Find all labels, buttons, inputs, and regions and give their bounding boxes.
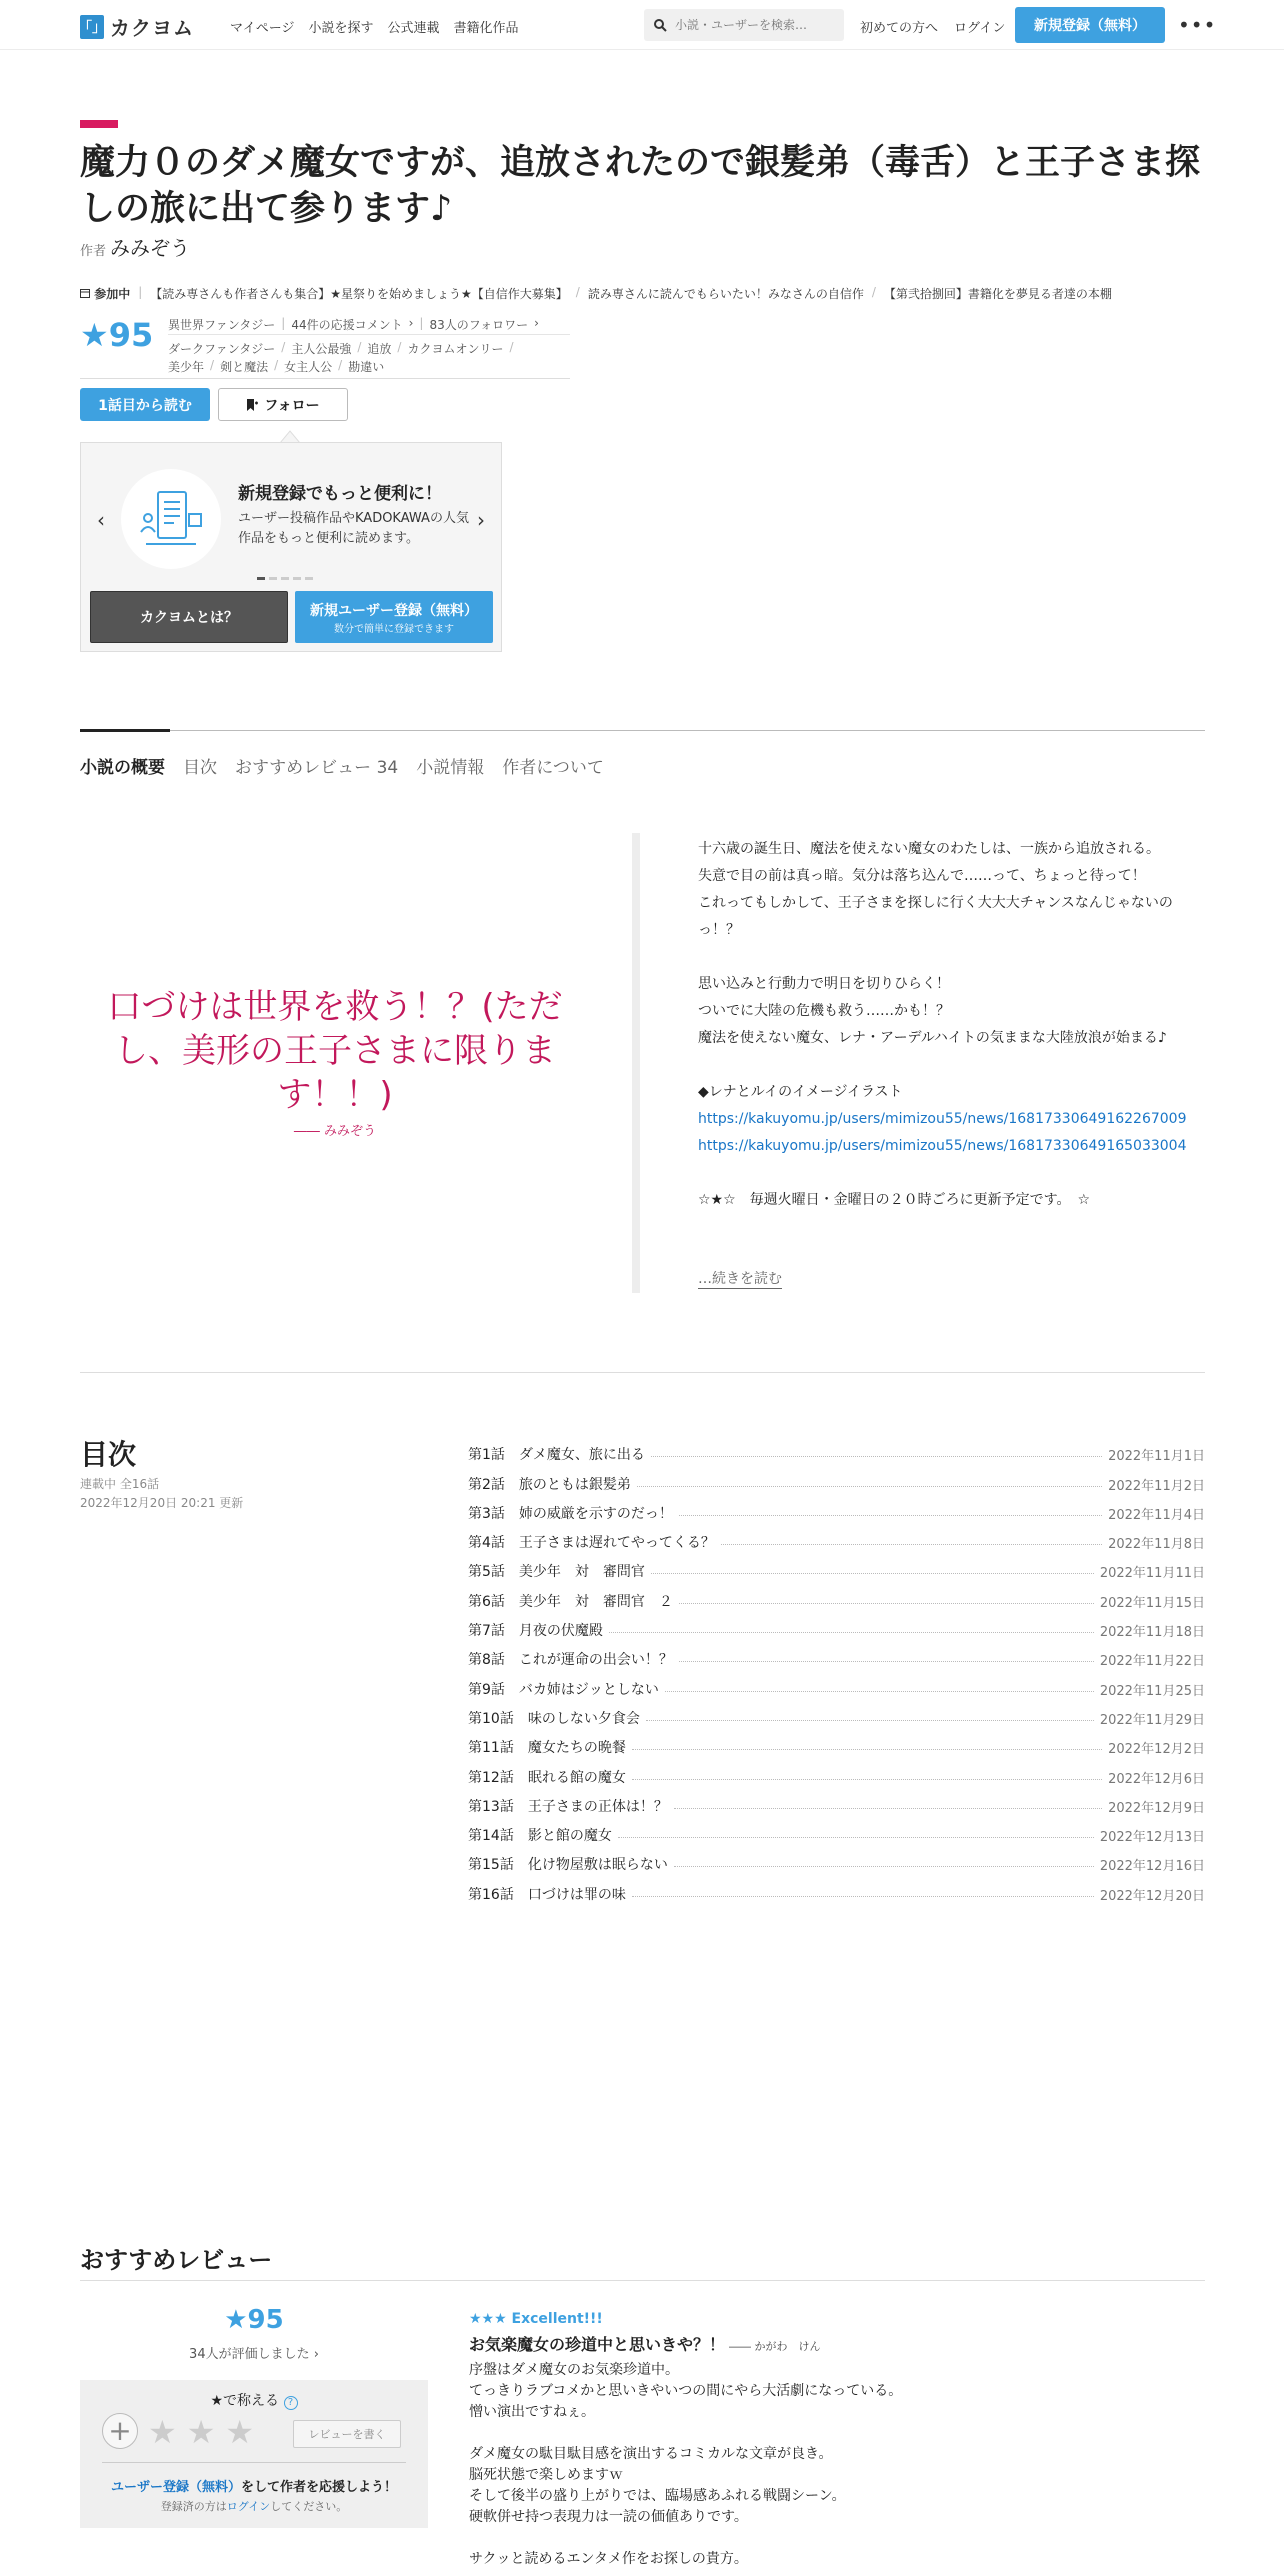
work-score[interactable]: ★95 — [80, 316, 154, 354]
tag-link[interactable]: ダークファンタジー — [168, 342, 276, 356]
tab-divider — [80, 730, 1205, 731]
about-kakuyomu-button[interactable]: カクヨムとは？ — [90, 591, 288, 643]
toc-heading: 目次 — [80, 1438, 137, 1471]
episode-row[interactable]: 第13話 王子さまの正体は！？ 2022年12月9日 — [468, 1798, 1205, 1816]
episode-row[interactable]: 第15話 化け物屋敷は眠らない 2022年12月16日 — [468, 1857, 1205, 1875]
search-icon — [654, 19, 667, 32]
next-arrow-icon[interactable]: › — [477, 508, 485, 532]
main-nav — [230, 17, 519, 36]
tag-link[interactable]: 剣と魔法 — [220, 360, 269, 374]
catchphrase-author: ―― みみぞう — [293, 1124, 377, 1139]
calendar-icon — [80, 288, 90, 298]
promo-text: ユーザー投稿作品やKADOKAWAの人気作品をもっと便利に読めます。 — [238, 511, 469, 546]
event-link-1[interactable]: 【読み専さんも作者さんも集合】★星祭りを始めましょう★【自信作大募集】 — [150, 287, 568, 301]
followers-link[interactable]: 83人のフォロワー — [429, 318, 529, 332]
divider — [80, 378, 570, 379]
catchphrase: 口づけは世界を救う！？(ただし、美形の王子さまに限ります！！) — [107, 987, 563, 1115]
write-review-button[interactable]: レビューを書く — [293, 2420, 401, 2448]
nav-official[interactable]: 公式連載 — [387, 21, 440, 36]
bookmark-plus-icon — [246, 398, 258, 412]
star-icon[interactable]: ★ — [225, 2413, 255, 2451]
reviews-heading: おすすめレビュー — [80, 2246, 273, 2274]
event-list: 参加中 | 【読み専さんも作者さんも集合】★星祭りを始めましょう★【自信作大募集】 / 読み専さんに読んでもらいたい！みなさんの自信作 / 【第弐拾捌回】書籍化を夢見る者達の本棚 — [80, 285, 1220, 302]
episode-row[interactable]: 第8話 これが運命の出会い！？ 2022年11月22日 — [468, 1652, 1205, 1670]
review-count-link[interactable]: 34人が評価しました › — [189, 2347, 319, 2362]
review-stars: ★★★ Excellent!!! — [469, 2311, 603, 2327]
register-cta: ユーザー登録（無料）をして作者を応援しよう！ — [110, 2480, 398, 2495]
praise-label: ★で称える ? — [80, 2390, 428, 2410]
reviews-divider — [80, 2280, 1205, 2281]
tab-summary[interactable]: 小説の概要 — [80, 758, 165, 778]
event-link-3[interactable]: 【第弐拾捌回】書籍化を夢見る者達の本棚 — [883, 287, 1112, 301]
tag-link[interactable]: 追放 — [367, 342, 392, 356]
author-name[interactable]: みみぞう — [110, 236, 191, 260]
register-cta-link[interactable]: ユーザー登録（無料） — [110, 2480, 241, 2495]
login-note-link[interactable]: ログイン — [226, 2500, 271, 2513]
event-link-2[interactable]: 読み専さんに読んでもらいたい！みなさんの自信作 — [587, 287, 864, 301]
review-body: 序盤はダメ魔女のお気楽珍道中。 てっきりラブコメかと思いきやいつの間にやら大活劇になっている。 憎い演出ですねぇ。 ダメ魔女の駄目駄目感を演出するコミカルな文章が良き。 脳死状態で楽しめますｗ そして後半の盛り上がりでは、臨場感あふれる戦闘シーン。 硬軟併せ持つ表現力は一読の価値ありです。 サクッと読めるエンタメ作をお探しの貴方。 — [469, 2362, 903, 2567]
promo-register-button[interactable]: 新規ユーザー登録（無料） 数分で簡単に登録できます — [295, 591, 493, 643]
illustration-link-2[interactable]: https://kakuyomu.jp/users/mimizou55/news/16817330649165033004 — [698, 1138, 1187, 1154]
carousel-dots — [257, 577, 313, 580]
search-input[interactable] — [675, 18, 835, 32]
tags-row-1: ダークファンタジー / 主人公最強 / 追放 / カクヨムオンリー / — [168, 340, 514, 356]
nav-books[interactable]: 書籍化作品 — [453, 21, 519, 36]
tab-reviews[interactable]: おすすめレビュー 34 — [235, 758, 399, 778]
register-button[interactable]: 新規登録（無料） — [1015, 7, 1165, 43]
follow-button[interactable] — [218, 388, 348, 421]
logo-mark: 「」 — [80, 15, 104, 39]
work-title: 魔力０のダメ魔女ですが、追放されたので銀髪弟（毒舌）と王子さま探しの旅に出て参ります♪ — [80, 143, 1201, 229]
nav-mypage[interactable]: マイページ — [230, 21, 295, 36]
star-icon[interactable]: ★ — [148, 2413, 177, 2451]
tag-link[interactable]: 女主人公 — [284, 360, 333, 374]
genre-row: 異世界ファンタジー | 44件の応援コメント › | 83人のフォロワー › — [168, 316, 539, 332]
device-document-icon — [136, 484, 206, 554]
read-first-button[interactable]: 1話目から読む — [80, 388, 210, 421]
genre-link[interactable]: 異世界ファンタジー — [168, 318, 276, 332]
author-line — [80, 232, 190, 261]
toc-updated: 2022年12月20日 20:21 更新 — [80, 1496, 244, 1510]
introduction: 十六歳の誕生日、魔法を使えない魔女のわたしは、一族から追放される。 失意で目の前は真っ暗。気分は落ち込んで……って、ちょっと待って！ これってもしかして、王子さまを探しに行く大大大チャンスなんじゃないのっ！？ 思い込みと行動力で明日を切りひらく！ ついでに大陸の危機も救う……かも！？ 魔法を使えない魔女、レナ・アーデルハイトの気ままな大陸放浪が始まる♪ ◆レナとルイのイメージイラスト https://kakuyomu.jp/users/mimizou55/news/16817330649162267009 https://kakuyomu.jp/users/mimizou55/news/16817330649165033004 ☆★☆ 毎週火曜日・金曜日の２０時ごろに更新予定です。 ☆ — [698, 841, 1187, 1208]
illustration-link-1[interactable]: https://kakuyomu.jp/users/mimizou55/news/16817330649162267009 — [698, 1111, 1187, 1127]
prev-arrow-icon[interactable]: ‹ — [97, 508, 105, 532]
review-title[interactable]: お気楽魔女の珍道中と思いきや？！ ―― かがわ けん — [469, 2335, 821, 2354]
episode-row[interactable]: 第4話 王子さまは遅れてやってくる？ 2022年11月8日 — [468, 1535, 1205, 1553]
nav-search-novels[interactable]: 小説を探す — [308, 21, 374, 36]
tab-active-indicator — [80, 729, 170, 732]
login-link[interactable]: ログイン — [954, 21, 1006, 36]
star-rating — [102, 2413, 254, 2451]
tag-link[interactable]: カクヨムオンリー — [407, 342, 504, 356]
work-tabs — [80, 753, 604, 778]
help-icon[interactable]: ? — [284, 2396, 298, 2410]
star-icon[interactable]: ★ — [186, 2413, 216, 2451]
comments-link[interactable]: 44件の応援コメント — [291, 318, 403, 332]
episode-row[interactable]: 第16話 口づけは罪の味 2022年12月20日 — [468, 1886, 1205, 1904]
episode-row[interactable]: 第11話 魔女たちの晩餐 2022年12月2日 — [468, 1740, 1205, 1758]
episode-row[interactable]: 第9話 バカ姉はジッとしない 2022年11月25日 — [468, 1681, 1205, 1699]
follow-label: フォロー — [264, 397, 320, 414]
tag-link[interactable]: 勘違い — [348, 360, 385, 374]
search-box — [644, 9, 844, 41]
event-label: 参加中 — [80, 285, 130, 302]
read-more-link[interactable]: …続きを読む — [698, 1268, 782, 1289]
episode-row[interactable]: 第7話 月夜の伏魔殿 2022年11月18日 — [468, 1623, 1205, 1641]
title-accent — [80, 120, 118, 128]
toc-status: 連載中 全16話 — [80, 1477, 160, 1491]
tab-info[interactable]: 小説情報 — [416, 758, 485, 778]
episode-row[interactable]: 第1話 ダメ魔女、旅に出る 2022年11月1日 — [468, 1447, 1205, 1465]
praise-box — [80, 2380, 428, 2528]
reviewer-name: ―― かがわ けん — [729, 2340, 821, 2353]
section-divider — [80, 1372, 1205, 1373]
login-note: 登録済の方はログインしてください。 — [160, 2500, 348, 2513]
episode-row[interactable]: 第12話 眠れる館の魔女 2022年12月6日 — [468, 1769, 1205, 1787]
tag-link[interactable]: 美少年 — [168, 360, 205, 374]
site-header — [0, 0, 1284, 50]
episode-row[interactable]: 第3話 姉の威厳を示すのだっ！ 2022年11月4日 — [468, 1505, 1205, 1523]
more-icon[interactable]: ••• — [1178, 13, 1217, 37]
summary-divider — [632, 833, 640, 1293]
episode-list — [468, 1435, 1205, 1904]
review-score: ★95 — [224, 2305, 284, 2335]
tag-link[interactable]: 主人公最強 — [291, 342, 352, 356]
add-star-icon[interactable]: + — [102, 2413, 138, 2449]
promo-illustration — [121, 469, 221, 569]
episode-row[interactable]: 第10話 味のしない夕食会 2022年11月29日 — [468, 1710, 1205, 1728]
episode-row[interactable]: 第14話 影と館の魔女 2022年12月13日 — [468, 1828, 1205, 1846]
header-links — [860, 17, 1005, 36]
signup-promo — [80, 442, 502, 652]
first-time-link[interactable]: 初めての方へ — [860, 21, 939, 36]
logo-text: カクヨム — [110, 16, 194, 40]
episode-row[interactable]: 第5話 美少年 対 審問官 2022年11月11日 — [468, 1564, 1205, 1582]
tab-toc[interactable]: 目次 — [183, 758, 217, 778]
tags-row-2: 美少年 / 剣と魔法 / 女主人公 / 勘違い — [168, 358, 385, 374]
episode-row[interactable]: 第2話 旅のともは銀髪弟 2022年11月2日 — [468, 1476, 1205, 1494]
logo-link[interactable] — [80, 12, 194, 41]
author-label: 作者 — [80, 244, 107, 259]
promo-title: 新規登録でもっと便利に！ — [238, 484, 442, 504]
tab-author[interactable]: 作者について — [502, 758, 604, 778]
episode-row[interactable]: 第6話 美少年 対 審問官 ２ 2022年11月15日 — [468, 1593, 1205, 1611]
